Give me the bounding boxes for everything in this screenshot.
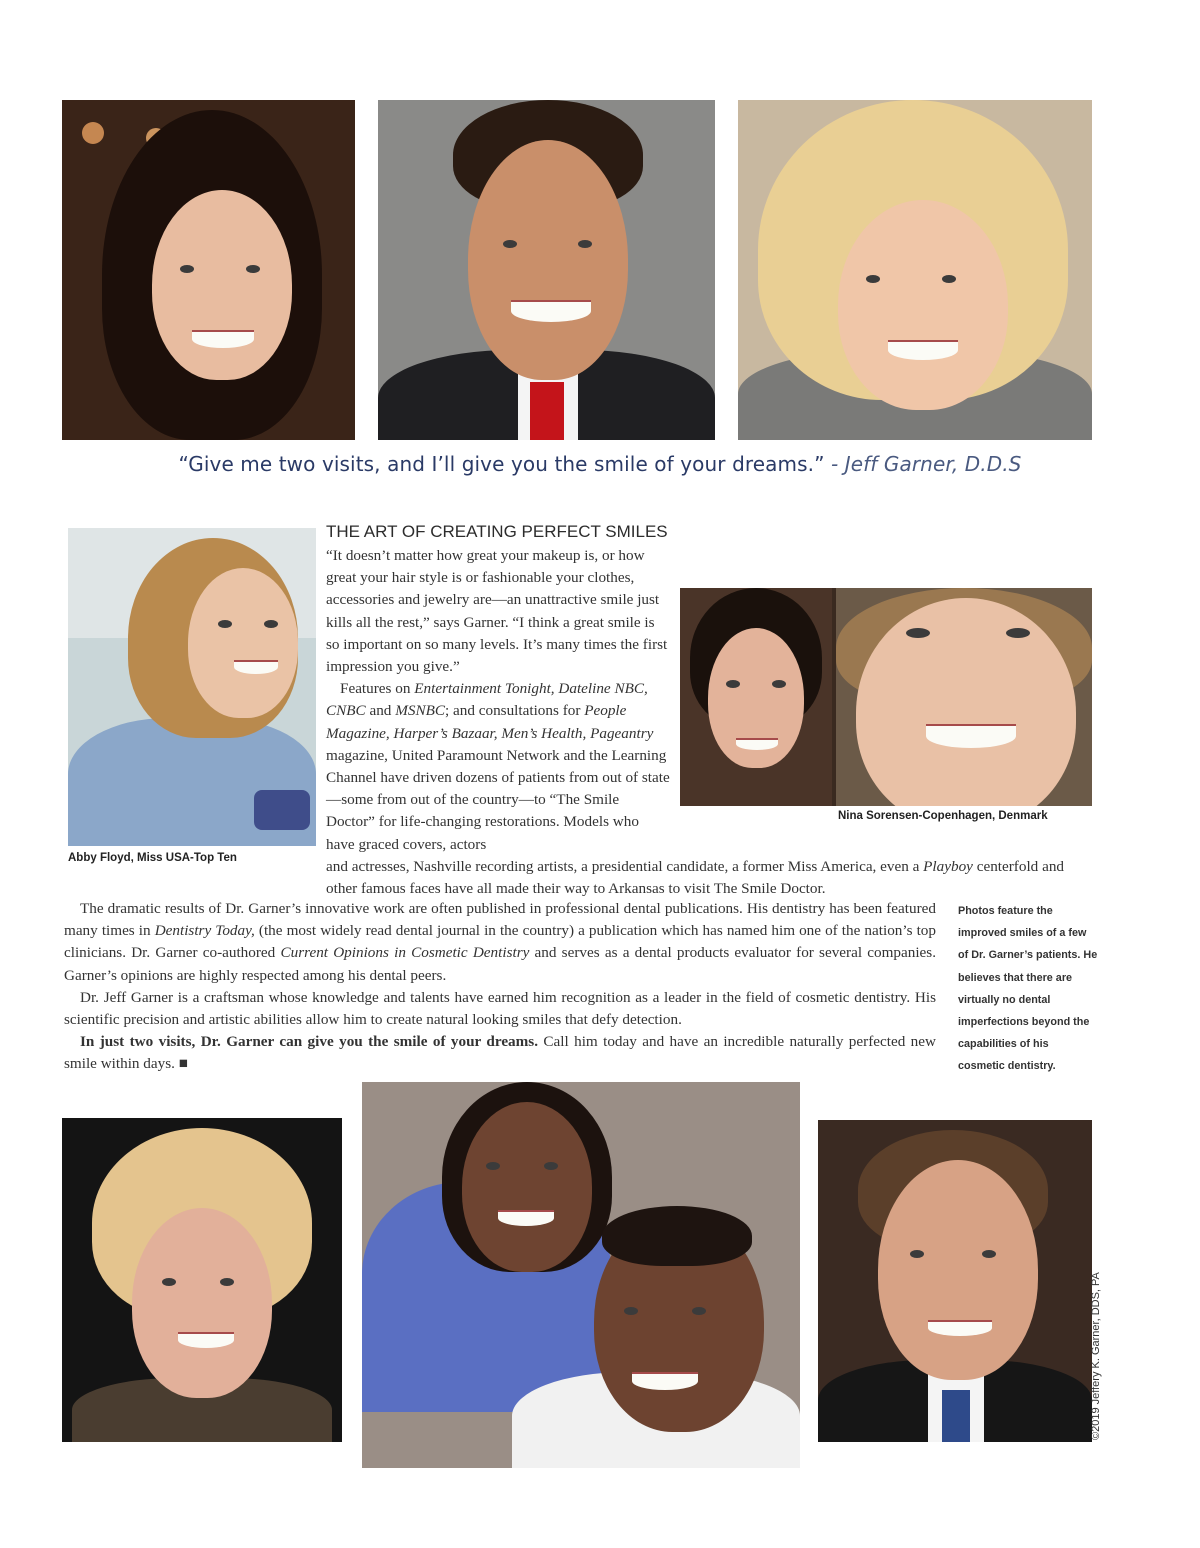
article-body <box>64 898 936 1076</box>
photo-nina-before-after <box>680 588 1092 806</box>
paragraph-intro: “It doesn’t matter how great your makeup is, or how great your hair style is or fashionable your clothes, accessories and jewelry are—an unattractive smile just kills all the rest,” says Garner. “I think a great smile is so important on so many levels. It’s many times the first impression you give.” <box>326 547 668 676</box>
article-column <box>326 545 671 856</box>
photo-older-man <box>818 1120 1092 1442</box>
article-heading: THE ART OF CREATING PERFECT SMILES <box>326 522 668 541</box>
photo-woman-blonde <box>738 100 1092 440</box>
caption-nina: Nina Sorensen-Copenhagen, Denmark <box>838 810 1048 822</box>
paragraph-craftsman: Dr. Jeff Garner is a craftsman whose knowledge and talents have earned him recognition as a leader in the field of cosmetic dentistry. His scientific precision and artistic abilities allow him to create natural looking smiles that defy detection. <box>64 988 936 1029</box>
paragraph-features: Features on Entertainment Tonight, Dateline NBC, CNBC and MSNBC; and consultations for People Magazine, Harper’s Bazaar, Men’s Health, Pageantry magazine, United Paramount Network and the Learning Channel have driven dozens of patients from out of state—some from out of the country—to “The Smile Doctor” for life-changing restorations. Models who have graced covers, actors <box>326 680 670 853</box>
photo-abby-floyd <box>68 528 316 846</box>
copyright-notice: ©2019 Jeffery K. Garner, DDS, PA <box>1090 1272 1102 1440</box>
photo-man-suit <box>378 100 715 440</box>
paragraph-cta: In just two visits, Dr. Garner can give you the smile of your dreams. Call him today and have an incredible naturally perfected new smile within days. ■ <box>64 1033 936 1073</box>
pull-quote <box>0 452 1200 476</box>
photo-woman-dark-hair <box>62 100 355 440</box>
caption-abby: Abby Floyd, Miss USA-Top Ten <box>68 852 237 864</box>
paragraph-results: The dramatic results of Dr. Garner’s innovative work are often published in professional dental publications. His dentistry has been featured many times in Dentistry Today, (the most widely read dental journal in the country) a publication which has named him one of the nation’s top clinicians. Dr. Garner co-authored Current Opinions in Cosmetic Dentistry and serves as a dental products evaluator for several companies. Garner’s opinions are highly respected among his dental peers. <box>64 900 936 984</box>
side-note: Photos feature the improved smiles of a few of Dr. Garner’s patients. He believes that there are virtually no dental imperfections beyond the capabilities of his cosmetic dentistry. <box>958 905 1098 1073</box>
photo-couple <box>362 1082 800 1468</box>
quote-attribution: - Jeff Garner, D.D.S <box>824 452 1022 476</box>
quote-text: “Give me two visits, and I’ll give you the smile of your dreams.” <box>178 452 825 476</box>
photo-older-woman <box>62 1118 342 1442</box>
article-wide-lines: and actresses, Nashville recording artists, a presidential candidate, a former Miss America, even a Playboy centerfold and other famous faces have all made their way to Arkansas to visit The Smile Doctor. <box>326 858 1065 898</box>
